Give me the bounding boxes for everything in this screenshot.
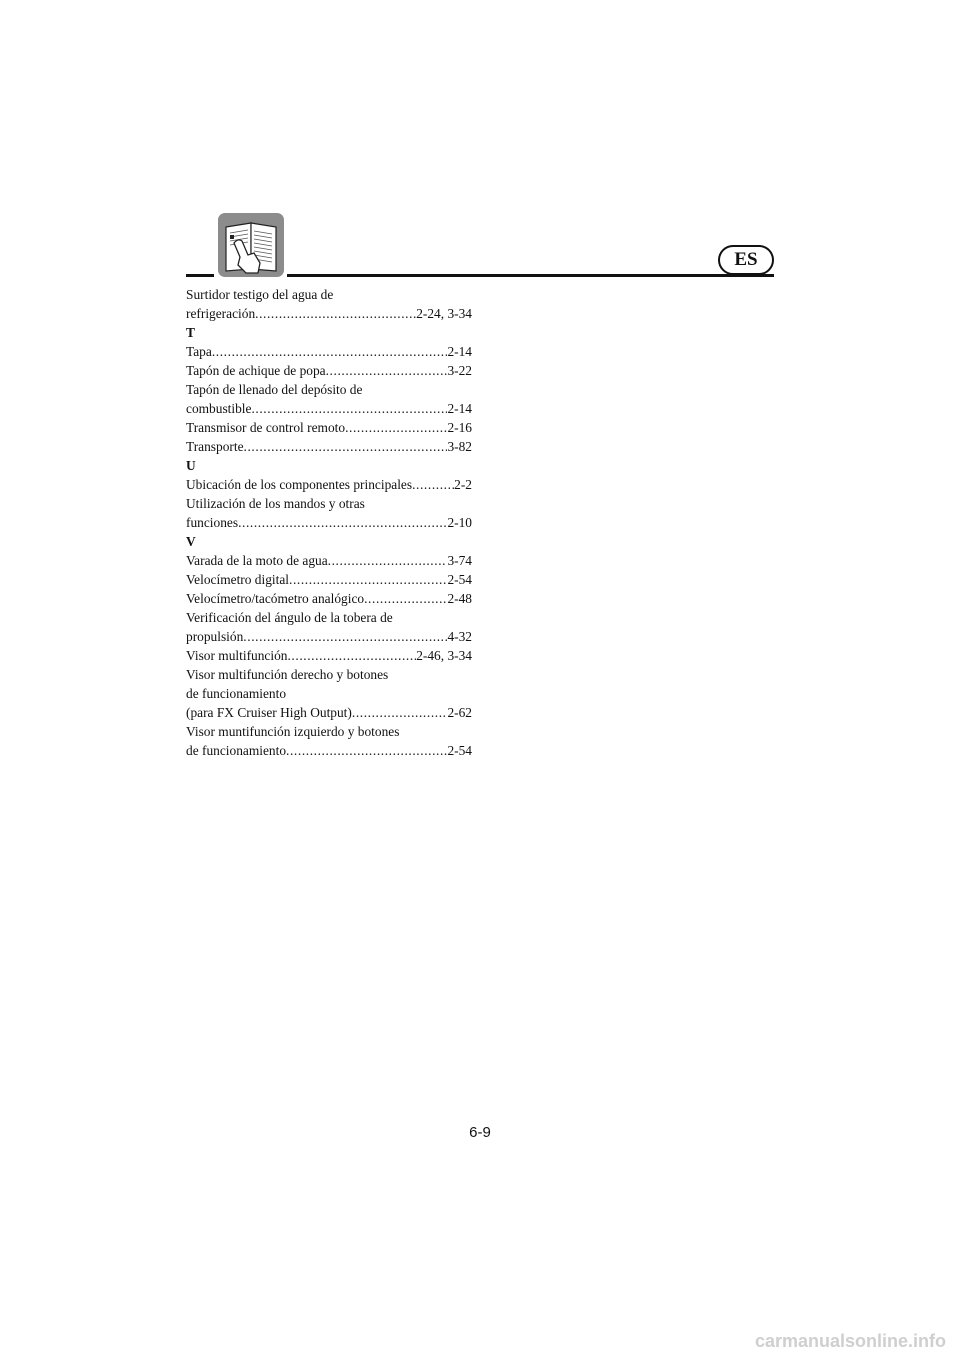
dot-leader <box>212 342 448 361</box>
dot-leader <box>251 399 447 418</box>
manual-hand-icon <box>218 213 284 277</box>
index-entry-page: 2-10 <box>447 515 472 530</box>
watermark: carmanualsonline.info <box>754 1331 946 1351</box>
index-entry-page: 2-62 <box>447 705 472 720</box>
index-entry-label: propulsión <box>186 629 244 644</box>
dot-leader <box>287 646 416 665</box>
index-entry-page: 3-82 <box>447 439 472 454</box>
index-entry <box>186 741 472 760</box>
dot-leader <box>244 437 448 456</box>
index-entry <box>186 418 472 437</box>
index-entry-label: Transmisor de control remoto <box>186 420 346 435</box>
index-entry <box>186 342 472 361</box>
index-entry-text <box>186 684 472 703</box>
index-entry-page: 3-22 <box>447 363 472 378</box>
index-entry-label: funciones <box>186 515 239 530</box>
index-entry-page: 2-24, 3-34 <box>416 306 472 321</box>
index-entry-page: 2-54 <box>447 743 472 758</box>
index-entry-label: Velocímetro/tacómetro analógico <box>186 591 365 606</box>
index-entry-label: combustible <box>186 401 252 416</box>
index-entry-label: (para FX Cruiser High Output) <box>186 705 352 720</box>
dot-leader <box>412 475 454 494</box>
dot-leader <box>328 551 448 570</box>
index-entry-page: 2-16 <box>447 420 472 435</box>
index-entry-label: Visor multifunción <box>186 648 288 663</box>
dot-leader <box>255 304 416 323</box>
index-entry-text <box>186 722 472 741</box>
index-entry <box>186 589 472 608</box>
dot-leader <box>326 361 448 380</box>
dot-leader <box>345 418 447 437</box>
index-entry-label: Ubicación de los componentes principales <box>186 477 413 492</box>
index-entry-page: 3-74 <box>447 553 472 568</box>
index-entry <box>186 361 472 380</box>
index-entry-page: 2-46, 3-34 <box>416 648 472 663</box>
index-entry-text <box>186 608 472 627</box>
dot-leader <box>289 570 447 589</box>
index-entry-label: Tapón de llenado del depósito de <box>186 382 363 397</box>
index-entry <box>186 627 472 646</box>
index-entry <box>186 703 472 722</box>
header-rule-left <box>186 274 214 277</box>
index-entry-page: 2-48 <box>447 591 472 606</box>
index-entry-label: Varada de la moto de agua <box>186 553 328 568</box>
dot-leader <box>238 513 447 532</box>
index-entry-page: 2-54 <box>447 572 472 587</box>
index-letter-heading: V <box>186 534 196 549</box>
index-entry-page: 2-2 <box>454 477 472 492</box>
header-rule-right <box>287 274 774 277</box>
index-entry <box>186 475 472 494</box>
index-entry-label: Tapón de achique de popa <box>186 363 326 378</box>
index-entry-label: Surtidor testigo del agua de <box>186 287 334 302</box>
index-entry <box>186 304 472 323</box>
dot-leader <box>286 741 447 760</box>
index-entry-page: 2-14 <box>447 401 472 416</box>
index-entry <box>186 551 472 570</box>
dot-leader <box>364 589 447 608</box>
index-letter-heading: T <box>186 325 195 340</box>
index-entry-label: Utilización de los mandos y otras <box>186 496 365 511</box>
index-entry-label: Transporte <box>186 439 244 454</box>
language-badge: ES <box>718 245 774 275</box>
index-entry-label: Visor multifunción derecho y botones <box>186 667 389 682</box>
index-letter-heading: U <box>186 458 196 473</box>
index-entry-label: refrigeración <box>186 306 256 321</box>
index-entry <box>186 437 472 456</box>
index-entry-label: de funcionamiento <box>186 686 287 701</box>
page-number: 6-9 <box>469 1124 491 1141</box>
index-list <box>186 285 472 760</box>
index-entry <box>186 570 472 589</box>
index-entry-label: Verificación del ángulo de la tobera de <box>186 610 393 625</box>
index-entry-page: 4-32 <box>447 629 472 644</box>
index-entry <box>186 646 472 665</box>
dot-leader <box>352 703 448 722</box>
index-entry-label: Visor muntifunción izquierdo y botones <box>186 724 400 739</box>
index-entry-text <box>186 285 472 304</box>
index-entry-text <box>186 494 472 513</box>
index-entry-label: de funcionamiento <box>186 743 287 758</box>
index-entry-page: 2-14 <box>447 344 472 359</box>
index-entry <box>186 399 472 418</box>
index-entry <box>186 513 472 532</box>
index-entry-text <box>186 665 472 684</box>
index-entry-text <box>186 380 472 399</box>
dot-leader <box>243 627 447 646</box>
index-entry-label: Velocímetro digital <box>186 572 290 587</box>
index-entry-label: Tapa <box>186 344 212 359</box>
